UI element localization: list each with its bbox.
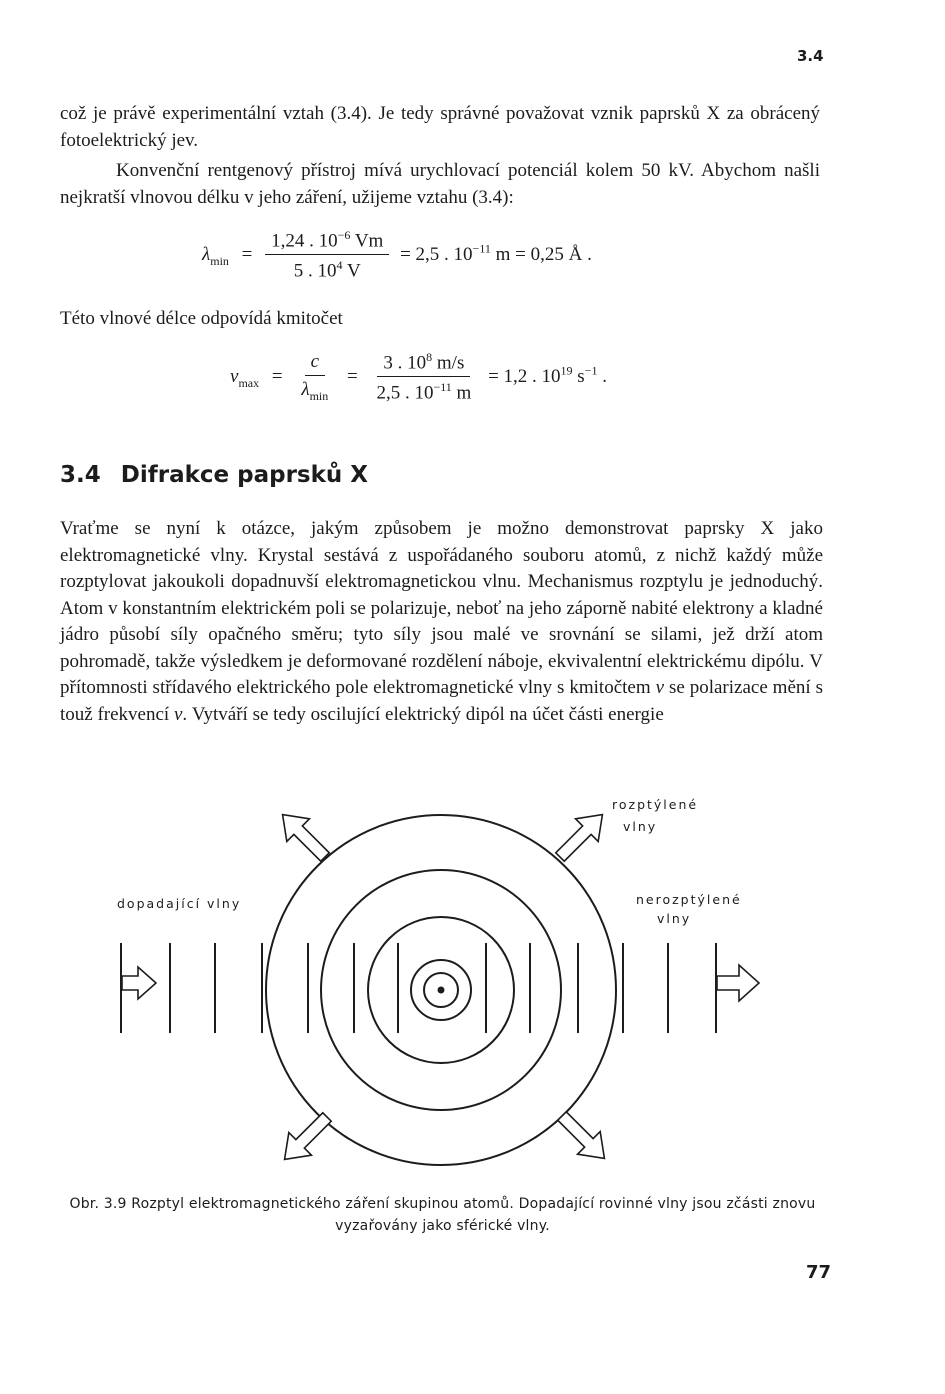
scattered-arrow-icon <box>551 1105 616 1170</box>
paragraph-frequency-intro: Této vlnové délce odpovídá kmitočet <box>60 308 343 329</box>
eq2-fraction-1 <box>295 351 334 404</box>
eq2-equals-2: = <box>346 365 358 387</box>
scattered-arrow-icon <box>273 1106 338 1171</box>
label-scattered-line-2: vlny <box>623 819 658 834</box>
eq2-fraction-2 <box>370 350 477 405</box>
eq1-equals: = <box>241 243 253 265</box>
eq1-rhs: = 2,5 . $10^{-11}$ m = 0,25 Å . <box>400 241 592 265</box>
equation-nu-max <box>230 350 607 405</box>
eq2-f2-denominator: 2,5 . $10^{-11}$ m <box>376 380 472 404</box>
eq1-denominator: 5 . $10^4$ V <box>293 258 361 282</box>
body-paragraph: Vraťme se nyní k otázce, jakým způsobem je možno demonstrovat paprsky X jako elektromagnetické vlny. Krystal sestává z uspořádaného souboru atomů, z nichž každý může rozptylovat jakoukoli dopadnuvší elektromagnetickou vlnu. Mechanismus rozptylu je jednoduchý. Atom v konstantním elektrickém poli se polarizuje, neboť na jeho záporně nabité elektrony a kladné jádro působí síly opačného směru; tyto síly jsou malé ve srovnání se silami, jež drží atom pohromadě, takže výsledkem je deformované rozdělení náboje, ekvivalentní elektrickému dipólu. V přítomnosti střídavého elektrického pole elektromagnetické vlny s kmitočtem ν se polarizace mění s touž frekvencí ν. Vytváří se tedy oscilující elektrický dipól na účet části energie <box>60 518 824 725</box>
label-incident-waves: dopadající vlny <box>117 896 242 911</box>
eq2-lhs: $\nu_{max}$ <box>230 365 260 390</box>
intro-paragraph-2: Konvenční rentgenový přístroj mívá urychlovací potenciál kolem 50 kV. Abychom našli nejkratší vlnovou délku v jeho záření, užijeme vztahu (3.4): <box>60 160 820 208</box>
eq2-rhs: = 1,2 . $10^{19}$ $s^{-1}$ . <box>488 363 607 387</box>
label-unscattered-line-2: vlny <box>657 911 692 926</box>
eq2-f2-numerator: 3 . $10^8$ m/s <box>377 350 470 377</box>
eq2-f1-numerator: c <box>305 351 325 376</box>
atom-dot <box>438 987 445 994</box>
running-head: 3.4 <box>797 47 824 65</box>
unscattered-arrow-icon <box>717 965 759 1001</box>
eq2-f1-denominator: $\lambda_{min}$ <box>301 378 329 403</box>
page-number: 77 <box>806 1262 832 1283</box>
eq1-lhs: $\lambda_{min}$ <box>202 243 229 268</box>
label-unscattered-line-1: nerozptýlené <box>636 892 742 907</box>
scattering-figure <box>0 780 945 1190</box>
figure-caption: Obr. 3.9 Rozptyl elektromagnetického záření skupinou atomů. Dopadající rovinné vlny jsou zčásti znovu vyzařovány jako sférické vlny. <box>69 1196 816 1234</box>
intro-paragraph-1: což je právě experimentální vztah (3.4). Je tedy správné považovat vznik paprsků X za obrácený fotoelektrický jev. <box>60 103 820 151</box>
section-heading <box>60 462 368 488</box>
equation-lambda-min <box>202 228 592 283</box>
label-scattered-line-1: rozptýlené <box>612 797 699 812</box>
eq1-numerator: 1,24 . $10^{-6}$ Vm <box>265 228 389 255</box>
section-title: Difrakce paprsků X <box>120 462 369 488</box>
eq1-fraction <box>265 228 389 283</box>
eq2-equals-1: = <box>271 365 283 387</box>
scattered-arrow-icon <box>549 803 614 868</box>
section-number: 3.4 <box>60 462 101 488</box>
incident-arrow-icon <box>122 967 156 999</box>
